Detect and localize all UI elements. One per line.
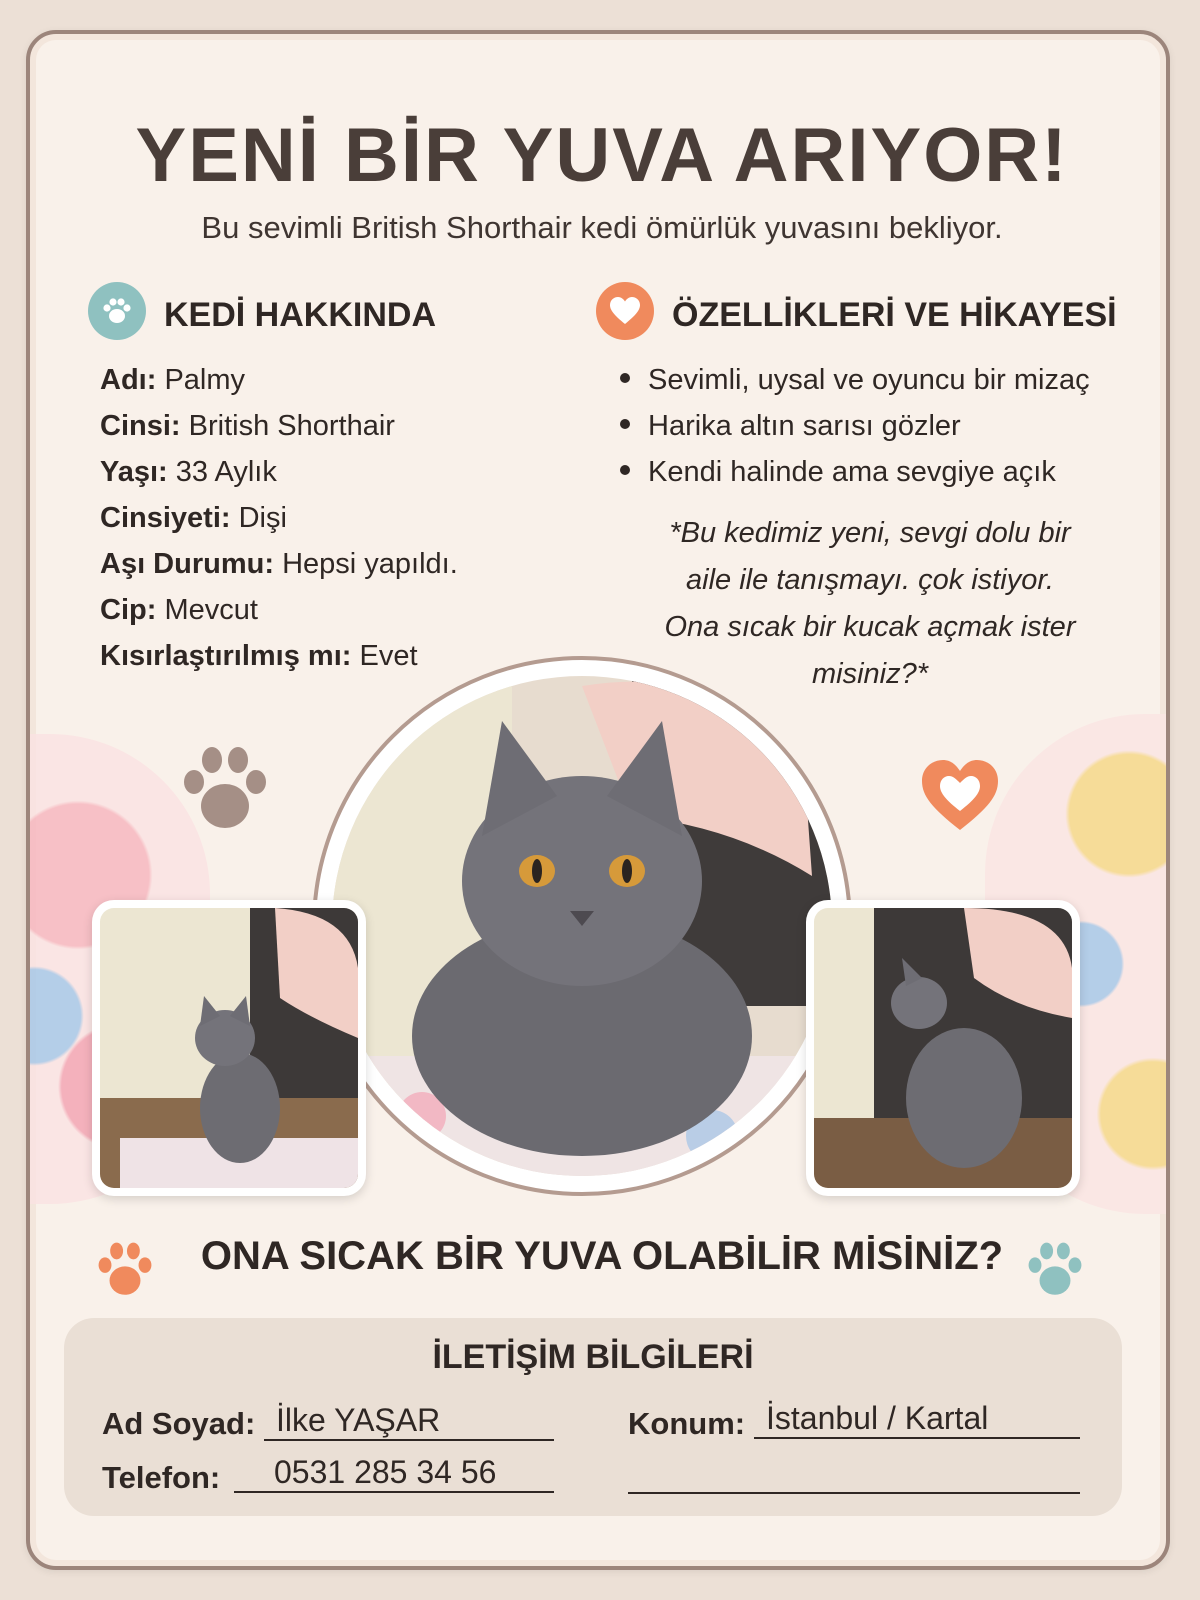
info-row-name: Adı: Palmy (100, 364, 246, 396)
info-row-vaccination: Aşı Durumu: Hepsi yapıldı. (100, 548, 458, 580)
name-value: İlke YAŞAR (264, 1402, 554, 1441)
page-subtitle: Bu sevimli British Shorthair kedi ömürlük yuvasını bekliyor. (201, 210, 1003, 245)
info-row-neutered: Kısırlaştırılmış mı: Evet (100, 640, 418, 672)
page-title: YENİ BİR YUVA ARIYOR! (135, 113, 1069, 198)
features-heading: ÖZELLİKLERİ VE HİKAYESİ (672, 296, 1117, 334)
location-value: İstanbul / Kartal (754, 1400, 1080, 1439)
feature-item: Kendi halinde ama sevgiye açık (620, 456, 1056, 489)
feature-item: Harika altın sarısı gözler (620, 410, 961, 443)
phone-label: Telefon: (102, 1460, 221, 1495)
paw-icon (180, 740, 270, 841)
cat-photo-right (806, 900, 1080, 1196)
paw-icon (1026, 1238, 1084, 1305)
cat-photo-main (312, 656, 852, 1196)
location-label: Konum: (628, 1406, 746, 1441)
info-row-age: Yaşı: 33 Aylık (100, 456, 277, 488)
flyer-frame (26, 30, 1170, 1570)
paw-icon (88, 282, 146, 340)
about-heading: KEDİ HAKKINDA (164, 296, 436, 334)
blank-line (628, 1468, 1080, 1494)
info-row-breed: Cinsi: British Shorthair (100, 410, 395, 442)
heart-icon (918, 756, 1002, 839)
contact-box (64, 1318, 1122, 1516)
name-label: Ad Soyad: (102, 1406, 256, 1441)
info-row-gender: Cinsiyeti: Dişi (100, 502, 287, 534)
contact-heading: İLETİŞİM BİLGİLERİ (432, 1338, 754, 1376)
heart-icon (596, 282, 654, 340)
adoption-question: ONA SICAK BİR YUVA OLABİLİR MİSİNİZ? (200, 1234, 1004, 1278)
phone-value: 0531 285 34 56 (234, 1454, 554, 1493)
feature-item: Sevimli, uysal ve oyuncu bir mizaç (620, 364, 1090, 397)
cat-photo-left (92, 900, 366, 1196)
info-row-chip: Cip: Mevcut (100, 594, 258, 626)
story-quote: *Bu kedimiz yeni, sevgi dolu bir aile ile tanışmayı. çok istiyor. Ona sıcak bir kucak açmak ister misiniz?* (664, 517, 1076, 690)
